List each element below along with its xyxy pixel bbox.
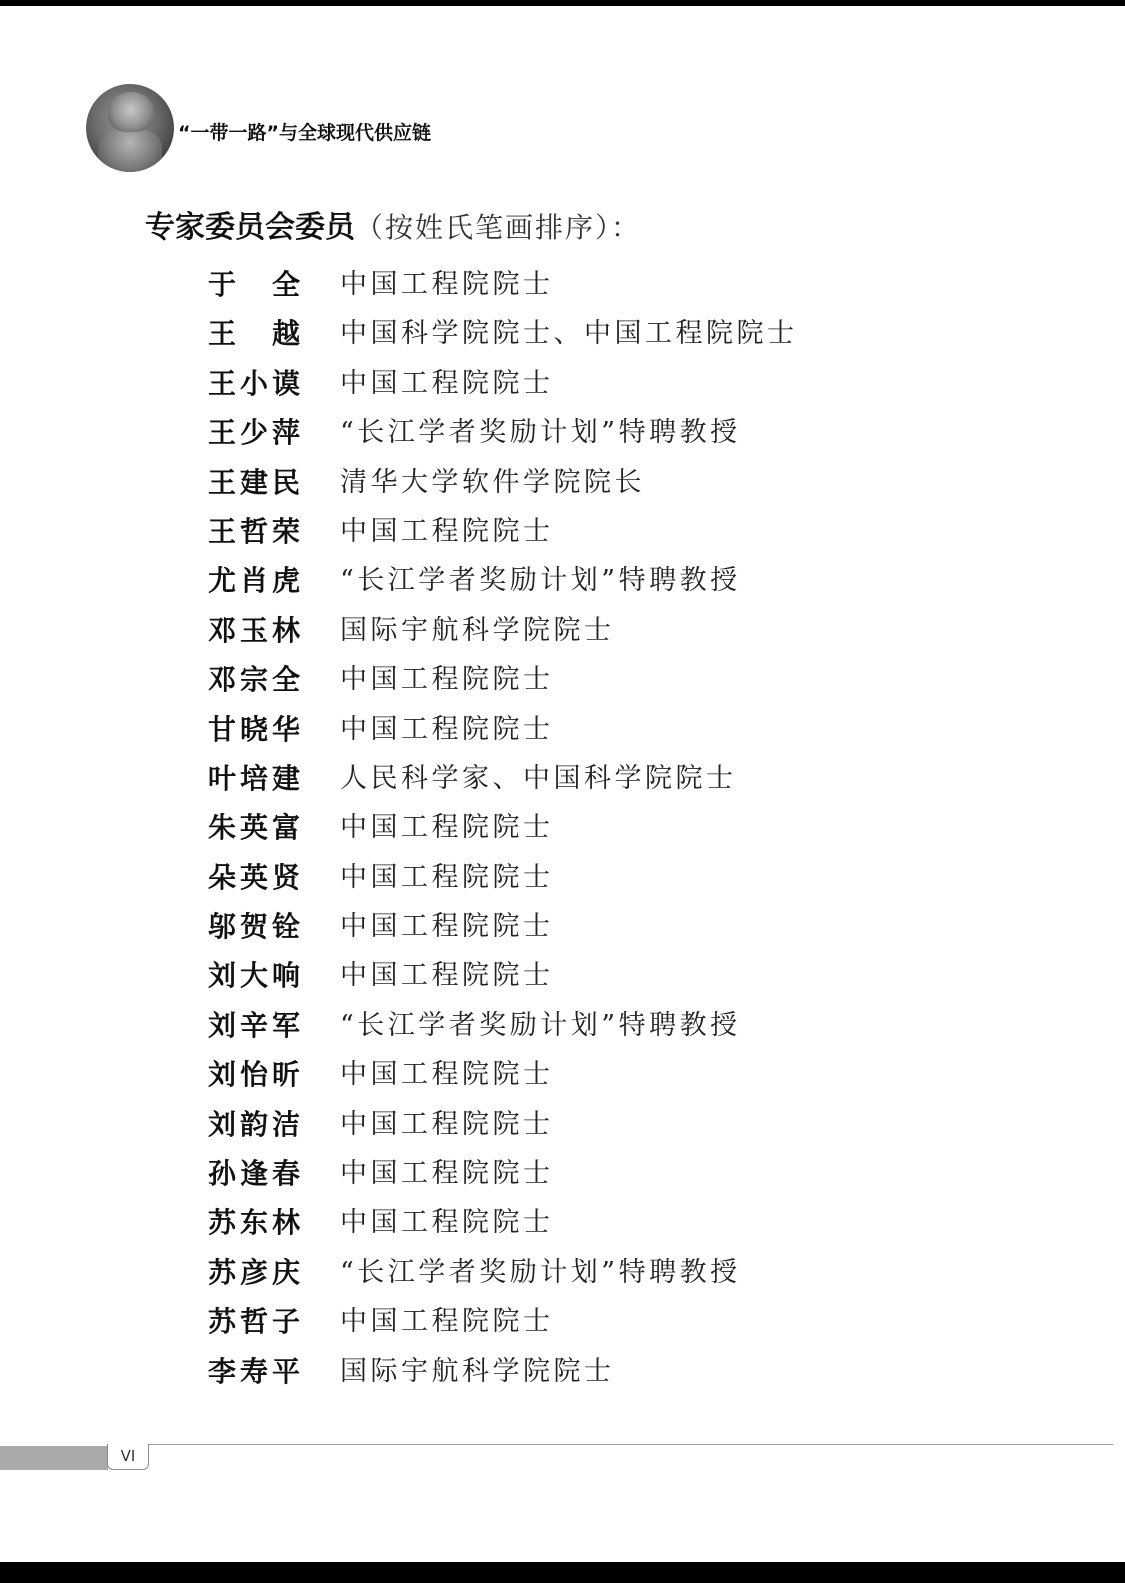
member-row <box>208 1003 1008 1052</box>
member-title: 中国工程院院士 <box>340 1158 554 1190</box>
member-name: 王少萍 <box>208 416 300 450</box>
member-name: 朱英富 <box>208 811 300 845</box>
member-name: 王哲荣 <box>208 514 300 548</box>
member-row <box>208 311 1008 360</box>
member-title: 中国工程院院士 <box>340 911 554 943</box>
member-title: “长江学者奖励计划”特聘教授 <box>340 565 741 597</box>
member-title: 中国工程院院士 <box>340 713 554 745</box>
member-name: 苏东林 <box>208 1206 300 1240</box>
book-title: “一带一路”与全球现代供应链 <box>178 122 431 144</box>
member-name: 尤肖虎 <box>208 564 300 598</box>
lion-body-shape <box>98 128 162 172</box>
member-name: 邓玉林 <box>208 613 300 647</box>
member-row <box>208 410 1008 459</box>
member-title: 中国工程院院士 <box>340 861 554 893</box>
stone-lion-icon <box>86 84 174 172</box>
member-row <box>208 262 1008 311</box>
member-name: 刘韵洁 <box>208 1107 300 1141</box>
top-border <box>0 0 1125 6</box>
member-name: 苏哲子 <box>208 1305 300 1339</box>
member-row <box>208 1102 1008 1151</box>
member-title: 中国工程院院士 <box>340 664 554 696</box>
member-title: 中国工程院院士 <box>340 367 554 399</box>
member-name: 苏彦庆 <box>208 1255 300 1289</box>
footer-band <box>0 1446 108 1470</box>
member-title: 中国工程院院士 <box>340 1207 554 1239</box>
member-row <box>208 509 1008 558</box>
member-list <box>208 262 1008 1398</box>
member-title: 国际宇航科学院院士 <box>340 1355 615 1387</box>
member-title: “长江学者奖励计划”特聘教授 <box>340 1256 741 1288</box>
member-name: 刘大响 <box>208 959 300 993</box>
member-row <box>208 1349 1008 1398</box>
member-row <box>208 1200 1008 1249</box>
member-name: 刘辛军 <box>208 1008 300 1042</box>
member-row <box>208 460 1008 509</box>
member-name: 王 越 <box>208 317 300 351</box>
member-title: 中国工程院院士 <box>340 812 554 844</box>
member-title: 中国工程院院士 <box>340 960 554 992</box>
member-row <box>208 1250 1008 1299</box>
member-row <box>208 558 1008 607</box>
member-row <box>208 756 1008 805</box>
bottom-border <box>0 1562 1125 1583</box>
member-title: “长江学者奖励计划”特聘教授 <box>340 1009 741 1041</box>
member-row <box>208 657 1008 706</box>
member-name: 邓宗全 <box>208 663 300 697</box>
running-header <box>86 84 686 176</box>
member-row <box>208 805 1008 854</box>
member-title: 人民科学家、中国科学院院士 <box>340 762 737 794</box>
member-name: 王建民 <box>208 465 300 499</box>
member-name: 李寿平 <box>208 1354 300 1388</box>
section-heading-note: （按姓氏笔画排序）： <box>355 211 642 244</box>
member-row <box>208 608 1008 657</box>
member-title: 清华大学软件学院院长 <box>340 466 645 498</box>
member-title: 中国工程院院士 <box>340 269 554 300</box>
member-row <box>208 904 1008 953</box>
member-title: 中国科学院院士、中国工程院院士 <box>340 318 798 350</box>
member-row <box>208 707 1008 756</box>
member-name: 刘怡昕 <box>208 1058 300 1092</box>
member-title: 中国工程院院士 <box>340 515 554 547</box>
member-name: 于 全 <box>208 268 300 301</box>
member-title: “长江学者奖励计划”特聘教授 <box>340 417 741 449</box>
lion-head-shape <box>108 92 154 132</box>
member-title: 中国工程院院士 <box>340 1108 554 1140</box>
member-row <box>208 855 1008 904</box>
member-name: 朵英贤 <box>208 860 300 894</box>
member-row <box>208 361 1008 410</box>
member-row <box>208 1151 1008 1200</box>
member-name: 邬贺铨 <box>208 910 300 944</box>
member-row <box>208 953 1008 1002</box>
section-heading <box>145 206 641 250</box>
section-heading-title: 专家委员会委员 <box>145 210 355 245</box>
member-name: 叶培建 <box>208 761 300 795</box>
member-row <box>208 1299 1008 1348</box>
member-title: 国际宇航科学院院士 <box>340 614 615 646</box>
page-number: VI <box>107 1444 149 1470</box>
member-row <box>208 1052 1008 1101</box>
member-title: 中国工程院院士 <box>340 1059 554 1091</box>
footer-rule <box>148 1444 1113 1445</box>
member-name: 王小谟 <box>208 366 300 400</box>
member-name: 甘晓华 <box>208 712 300 746</box>
member-name: 孙逢春 <box>208 1157 300 1191</box>
member-title: 中国工程院院士 <box>340 1306 554 1338</box>
